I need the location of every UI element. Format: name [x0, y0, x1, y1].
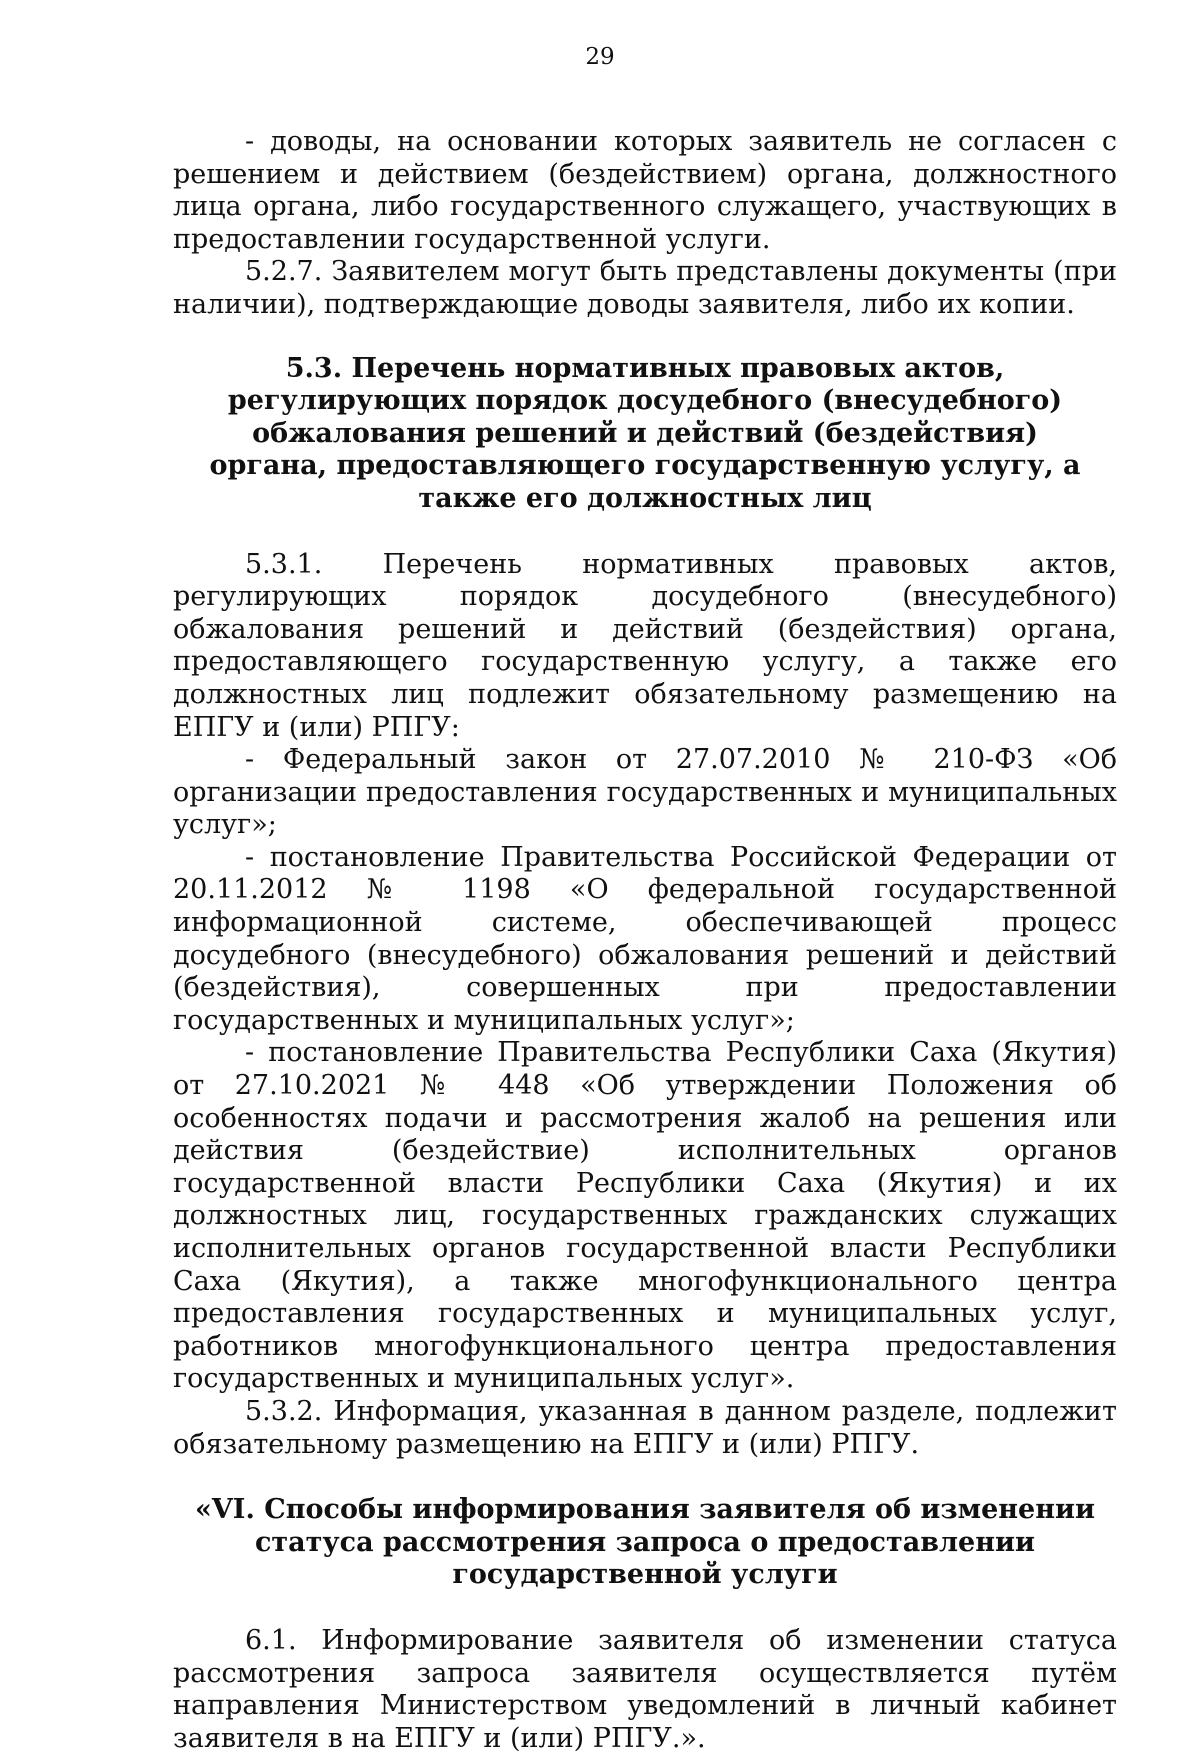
- page-number: 29: [585, 44, 615, 70]
- section-heading-vi: «VI. Способы информирования заявителя об изменении статуса рассмотрения запроса о предоставлении государственной услуги: [194, 1494, 1096, 1591]
- spacer: [173, 322, 1117, 353]
- paragraph-5-2-7: 5.2.7. Заявителем могут быть представлены документы (при наличии), подтверждающие доводы заявителя, либо их копии.: [173, 256, 1117, 320]
- document-body: [173, 126, 1117, 1755]
- paragraph-6-1: 6.1. Информирование заявителя об изменении статуса рассмотрения запроса заявителя осуществляется путём направления Министерством уведомлений в личный кабинет заявителя в на ЕПГУ и (или) РПГУ.».: [173, 1624, 1117, 1754]
- paragraph-5-3-1: 5.3.1. Перечень нормативных правовых актов, регулирующих порядок досудебного (внесудебного) обжалования решений и действий (бездействия) органа, предоставляющего государственную услугу, а также его должностных лиц подлежит обязательному размещению на ЕПГУ и (или) РПГУ:: [173, 548, 1117, 743]
- paragraph-arguments: - доводы, на основании которых заявитель не согласен с решением и действием (бездействием) органа, должностного лица органа, либо государственного служащего, участвующих в предоставлении государственной услуги.: [173, 126, 1117, 255]
- list-item-federal-law: - Федеральный закон от 27.07.2010 № 210-ФЗ «Об организации предоставления государственных и муниципальных услуг»;: [173, 744, 1117, 841]
- spacer: [173, 1592, 1117, 1625]
- list-item-yakutia-decree-448: - постановление Правительства Республики Саха (Якутия) от 27.10.2021 № 448 «Об утверждении Положения об особенностях подачи и рассмотрения жалоб на решения или действия (бездействие) исполнительных органов государственной власти Республики Саха (Якутия) и их должностных лиц, государственных гражданских служащих исполнительных органов государственной власти Республики Саха (Якутия), а также многофункционального центра предоставления государственных и муниципальных услуг, работников многофункционального центра предоставления государственных и муниципальных услуг».: [173, 1037, 1117, 1395]
- spacer: [173, 516, 1117, 549]
- paragraph-5-3-2: 5.3.2. Информация, указанная в данном разделе, подлежит обязательному размещению на ЕПГУ и (или) РПГУ.: [173, 1395, 1117, 1460]
- list-item-government-decree-1198: - постановление Правительства Российской Федерации от 20.11.2012 № 1198 «О федеральной государственной информационной системе, обеспечивающей процесс досудебного (внесудебного) обжалования решений и действий (бездействия), совершенных при предоставлении государственных и муниципальных услуг»;: [173, 841, 1117, 1036]
- spacer: [173, 1461, 1117, 1494]
- section-heading-5-3: 5.3. Перечень нормативных правовых актов, регулирующих порядок досудебного (внесудебного) обжалования решений и действий (бездействия) органа, предоставляющего государственную услугу, а также его должностных лиц: [209, 352, 1081, 514]
